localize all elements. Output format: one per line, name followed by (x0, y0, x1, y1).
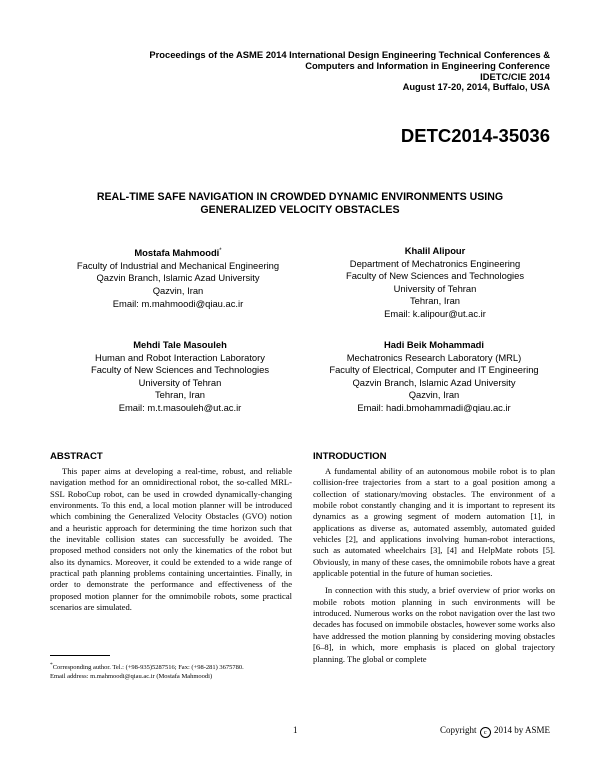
author-affiliation: Qazvin, Iran (152, 284, 204, 296)
abstract-body (50, 466, 292, 613)
footnote-line: Email address: m.mahmoodi@qiau.ac.ir (Mostafa Mahmoodi) (50, 673, 213, 681)
copyright-prefix: Copyright (439, 725, 477, 735)
footnote-line: Corresponding author. Tel.: (+98-935)5287516; Fax: (+98-281) 3675780. (52, 664, 244, 672)
author-affiliation: University of Tehran (138, 376, 222, 388)
proceedings-line: August 17-20, 2014, Buffalo, USA (402, 81, 550, 93)
author-marker: * (219, 248, 222, 254)
author-affiliation: Mechatronics Research Laboratory (MRL) (346, 351, 522, 363)
author-name: Mehdi Tale Masouleh (133, 339, 227, 350)
footnote-marker: * (50, 662, 53, 668)
author-email: Email: m.t.masouleh@ut.ac.ir (118, 401, 242, 413)
author-affiliation: Department of Mechatronics Engineering (349, 257, 521, 269)
author-affiliation: Faculty of New Sciences and Technologies (90, 364, 270, 376)
author-name: Khalil Alipour (404, 245, 466, 256)
abstract-paragraph: This paper aims at developing a real-time, robust, and reliable navigation method for an omnidirectional robot, the so-called MRL-SSL RoboCup robot, can be used in crowded dynamically-changing environments. To this end, a local motion planner will be introduced which combining the Generalized Velocity Obstacles (GVO) notion and a heuristic approach for determining the time horizon such that the inevitable collision states can successfully be avoided. The proposed method considers not only the kinematics of the robot but also its dynamics. Moreover, it could be extended to a wide range of practical path planning problems containing uncertainties. Finally, in order to demonstrate the performance and effectiveness of the proposed motion planner for the omnimobile robots, some practical scenarios are simulated. (50, 466, 292, 613)
abstract-heading: ABSTRACT (50, 451, 103, 462)
author-block (315, 245, 555, 321)
author-email: Email: hadi.bmohammadi@qiau.ac.ir (357, 401, 511, 413)
footnote (50, 661, 310, 681)
author-affiliation: Tehran, Iran (154, 389, 206, 401)
proceedings-line: Proceedings of the ASME 2014 International Design Engineering Technical Conferences & (149, 49, 550, 60)
copyright-notice (440, 725, 550, 738)
author-affiliation: Human and Robot Interaction Laboratory (95, 351, 265, 363)
paper-id: DETC2014-35036 (400, 125, 550, 146)
proceedings-line: Computers and Information in Engineering Conference (305, 59, 550, 71)
proceedings-header (149, 50, 550, 93)
author-affiliation: Qazvin Branch, Islamic Azad University (96, 272, 260, 284)
author-affiliation: Faculty of Industrial and Mechanical Engineering (76, 259, 280, 271)
author-block (60, 339, 300, 415)
copyright-icon: c (480, 727, 491, 738)
page-number: 1 (293, 725, 298, 735)
author-affiliation: University of Tehran (393, 282, 477, 294)
author-affiliation: Faculty of New Sciences and Technologies (345, 270, 525, 282)
introduction-heading: INTRODUCTION (313, 451, 387, 462)
author-block (314, 339, 554, 415)
author-affiliation: Faculty of Electrical, Computer and IT Engineering (329, 364, 539, 376)
author-name: Mostafa Mahmoodi (134, 247, 220, 259)
title-line: GENERALIZED VELOCITY OBSTACLES (200, 204, 400, 217)
introduction-body (313, 466, 555, 665)
author-block (58, 245, 298, 310)
author-email: Email: k.alipour@ut.ac.ir (384, 307, 486, 319)
author-affiliation: Qazvin, Iran (408, 389, 460, 401)
author-name: Hadi Beik Mohammadi (383, 339, 485, 350)
paper-title (0, 191, 600, 217)
introduction-paragraph: In connection with this study, a brief overview of prior works on mobile robots motion planning in such environments will be introduced. Numerous works on the robot navigation over the last two decades has focused on immobile obstacles, however some works also have addressed the motion planning by considering moving obstacles [6–8], in which, more emphasis is placed on global trajectory planning. The global or complete (313, 585, 555, 664)
author-affiliation: Qazvin Branch, Islamic Azad University (352, 376, 516, 388)
author-affiliation: Tehran, Iran (409, 295, 461, 307)
author-email: Email: m.mahmoodi@qiau.ac.ir (112, 297, 244, 309)
footnote-rule (50, 655, 110, 656)
proceedings-line: IDETC/CIE 2014 (480, 70, 550, 82)
title-line: REAL-TIME SAFE NAVIGATION IN CROWDED DYNAMIC ENVIRONMENTS USING (96, 191, 504, 203)
copyright-suffix: 2014 by ASME (493, 725, 550, 735)
introduction-paragraph: A fundamental ability of an autonomous mobile robot is to plan collision-free trajectories from a start to a goal position among a collection of stationary/moving obstacles. The environment of a mobile robot constantly changing and it is important to represent its dynamics as a growing segment of modern automation [1], in applications as diverse as, automated assembly, automated guided vehicles [2], and applications involving human-robot interactions, such as automated wheelchairs [3], [4] and HelpMate robots [5]. Obviously, in many of these cases, the omnimobile robots have a great applicable potential in the future of human societies. (313, 466, 555, 579)
